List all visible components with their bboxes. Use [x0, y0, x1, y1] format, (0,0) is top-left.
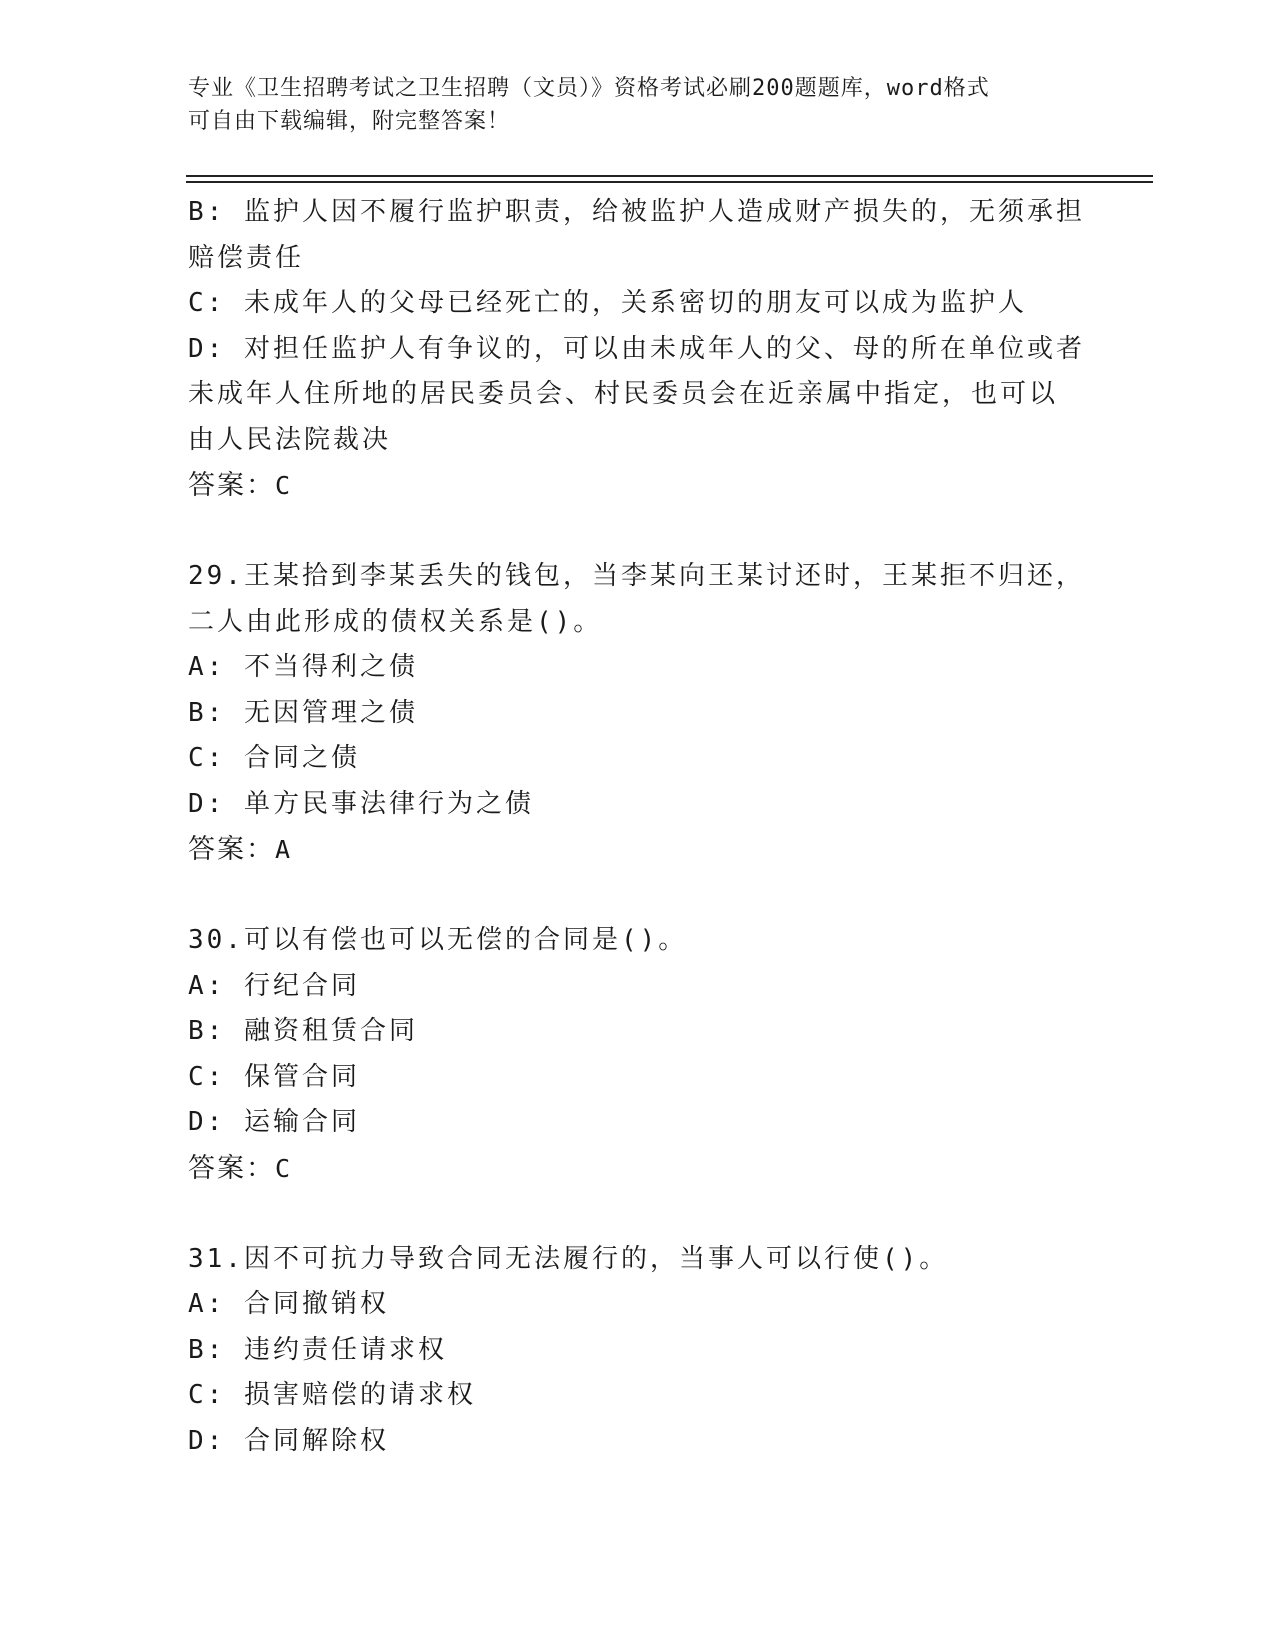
answer-value: C	[275, 1153, 293, 1183]
option-d: D: 运输合同	[188, 1107, 360, 1137]
option-d-continued: 未成年人住所地的居民委员会、村民委员会在近亲属中指定，也可以	[188, 379, 1059, 409]
option-b: B: 违约责任请求权	[188, 1334, 447, 1365]
answer-value: A	[275, 835, 293, 864]
option-c: C: 合同之债	[188, 743, 360, 773]
answer-line	[188, 463, 1088, 509]
option-b: B: 监护人因不履行监护职责，给被监护人造成财产损失的，无须承担	[188, 197, 1085, 227]
answer-line	[188, 827, 1088, 873]
option-a: A: 合同撤销权	[188, 1289, 389, 1319]
option-b: B: 融资租赁合同	[188, 1016, 418, 1046]
question-31	[188, 1237, 1088, 1465]
header-title-line-1: 专业《卫生招聘考试之卫生招聘（文员）》资格考试必刷200题题库，word格式	[188, 76, 990, 101]
option-c: C: 保管合同	[188, 1061, 360, 1092]
document-header	[188, 72, 1088, 138]
answer-value: C	[275, 471, 293, 500]
answer-label: 答案：	[188, 1152, 275, 1184]
question-30	[188, 918, 1088, 1191]
question-28-continuation	[188, 190, 1088, 509]
answer-label: 答案：	[188, 470, 275, 501]
option-d: D: 单方民事法律行为之债	[188, 788, 534, 819]
header-divider-bottom	[186, 181, 1153, 183]
option-b-continued: 赔偿责任	[188, 242, 305, 273]
header-divider-top	[186, 175, 1153, 177]
option-a: A: 不当得利之债	[188, 652, 418, 682]
option-d: D: 合同解除权	[188, 1425, 389, 1456]
answer-line	[188, 1146, 1088, 1192]
header-title-line-2: 可自由下载编辑，附完整答案！	[188, 109, 511, 134]
answer-label: 答案：	[188, 834, 275, 865]
option-c: C: 损害赔偿的请求权	[188, 1380, 476, 1410]
spacer	[188, 1191, 1088, 1237]
option-b: B: 无因管理之债	[188, 697, 418, 728]
question-list	[188, 190, 1088, 1464]
question-stem: 30.可以有偿也可以无偿的合同是()。	[188, 925, 688, 955]
spacer	[188, 509, 1088, 555]
question-stem: 31.因不可抗力导致合同无法履行的，当事人可以行使()。	[188, 1243, 949, 1274]
option-c: C: 未成年人的父母已经死亡的，关系密切的朋友可以成为监护人	[188, 288, 1027, 318]
question-29	[188, 554, 1088, 873]
question-stem: 29.王某拾到李某丢失的钱包，当李某向王某讨还时，王某拒不归还，	[188, 561, 1085, 591]
option-d: D: 对担任监护人有争议的，可以由未成年人的父、母的所在单位或者	[188, 333, 1085, 364]
question-stem-continued: 二人由此形成的债权关系是()。	[188, 606, 603, 637]
option-d-continued: 由人民法院裁决	[188, 424, 392, 455]
option-a: A: 行纪合同	[188, 970, 360, 1001]
spacer	[188, 873, 1088, 919]
